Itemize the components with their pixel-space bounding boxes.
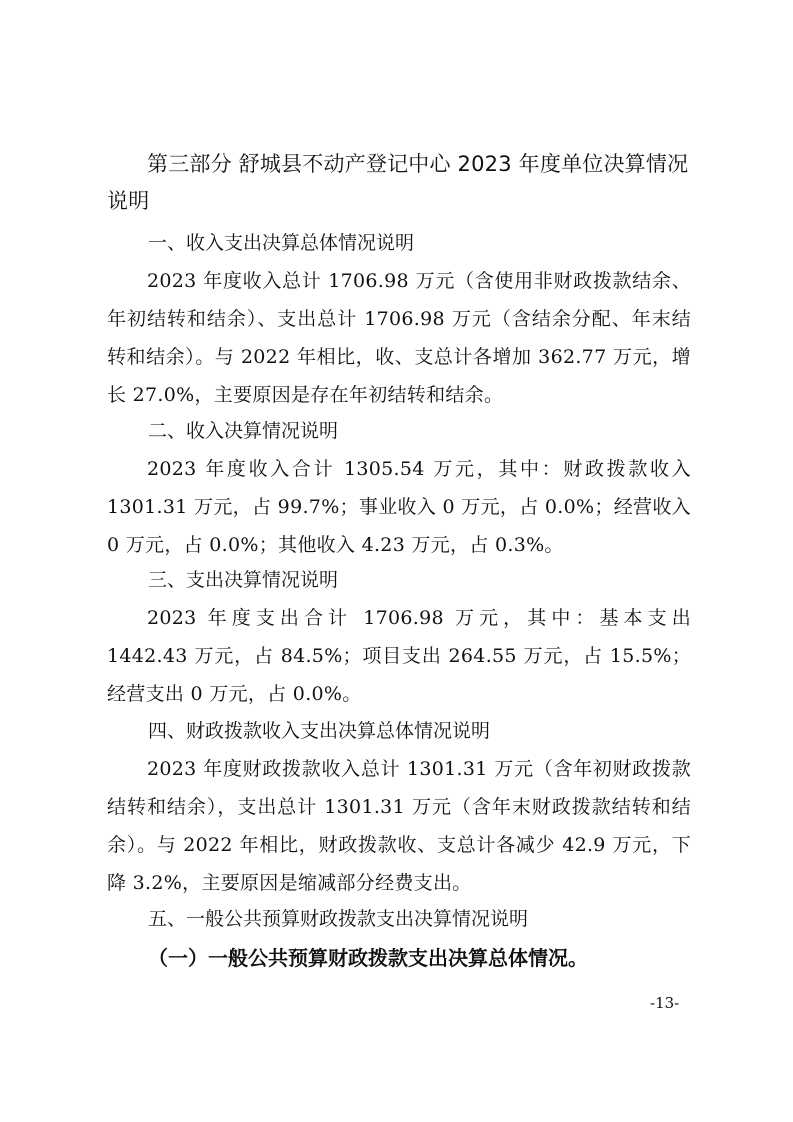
section-paragraph-2: 2023 年度收入合计 1305.54 万元，其中：财政拨款收入 1301.31 万元，占 99.7%；事业收入 0 万元，占 0.0%；经营收入 0 万元，占 0.0%；其他收入 4.23 万元，占 0.3%。 xyxy=(107,458,691,556)
sub-heading: （一）一般公共预算财政拨款支出决算总体情况。 xyxy=(148,946,588,970)
section-paragraph-4: 2023 年度财政拨款收入总计 1301.31 万元（含年初财政拨款结转和结余），支出总计 1301.31 万元（含年末财政拨款结转和结余）。与 2022 年相比，财政拨款收、支总计各减少 42.9 万元，下降 3.2%，主要原因是缩减部分经费支出。 xyxy=(107,758,691,894)
section-paragraph-1: 2023 年度收入总计 1706.98 万元（含使用非财政拨款结余、年初结转和结余）、支出总计 1706.98 万元（含结余分配、年末结转和结余）。与 2022 年相比，收、支总计各增加 362.77 万元，增长 27.0%，主要原因是存在年初结转和结余。 xyxy=(107,270,691,406)
section-paragraph-3: 2023 年度支出合计 1706.98 万元，其中：基本支出 1442.43 万元，占 84.5%；项目支出 264.55 万元，占 15.5%；经营支出 0 万元，占 0.0%。 xyxy=(107,607,691,705)
section-heading-4: 四、财政拨款收入支出决算总体情况说明 xyxy=(148,720,491,742)
section-heading-2: 二、收入决算情况说明 xyxy=(148,420,339,442)
page-title: 第三部分 舒城县不动产登记中心 2023 年度单位决算情况说明 xyxy=(107,152,689,213)
page-number: -13- xyxy=(650,994,680,1012)
section-heading-1: 一、收入支出决算总体情况说明 xyxy=(148,232,415,254)
section-heading-5: 五、一般公共预算财政拨款支出决算情况说明 xyxy=(148,908,529,930)
section-heading-3: 三、支出决算情况说明 xyxy=(148,569,339,591)
